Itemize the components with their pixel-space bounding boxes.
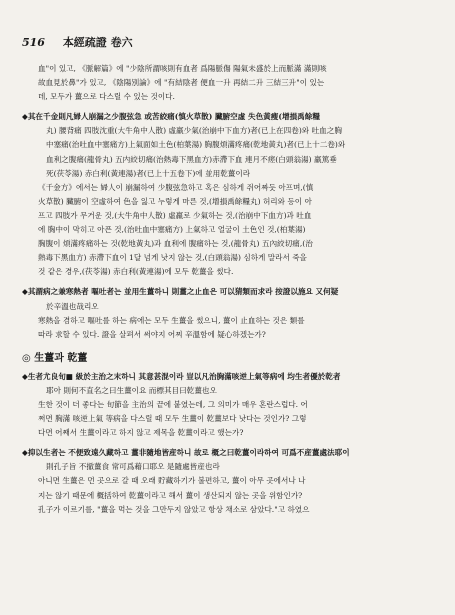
text-block-2 xyxy=(22,370,438,517)
text-line: 則孔子旨 不撤薑食 常可爲藉口耶오 是隨處皆産也라 xyxy=(46,462,220,472)
page-number: 516 xyxy=(22,36,45,49)
text-line: 中塞痛(治吐血中塞痛方)上氣面如土色(柏葉湯) 胸腹煩滿疼痛(乾地黃丸)者(已上十二卷)와 xyxy=(46,140,346,150)
text-line: 胸腹이 煩滿疼痛하는 것(乾地黃丸)과 血利에 腹痛하는 것,(龍骨丸) 五內絞切痛,(治 xyxy=(38,239,313,249)
text-line: 것 같은 경우,(茯苓湯) 赤白利(黃連湯)에 모두 乾薑을 썼다. xyxy=(38,267,234,277)
text-line: ◆生者尤良旬■ 級於主治之末하니 其意甚混이라 豈以凡治胸滿咳逆上氣等病에 均生者優於乾者 xyxy=(22,371,341,381)
text-line: ◆其謂病之兼寒熱者 嘔吐者는 並用生薑하니 則薑之止血은 可以猜類而求라 按證以施요 又何疑 xyxy=(22,287,339,297)
text-line: 孔子가 이르기를, "薑을 먹는 것을 그만두지 않았고 항상 채소로 삼았다."고 하였으 xyxy=(38,504,310,514)
text-line: ◆抑以生者는 不便致遠久藏하고 薑非隨地皆産하니 故로 概之曰乾薑이라하여 可爲不産薑處法耶이 xyxy=(22,448,350,458)
text-line: 프고 四肢가 무거운 것,(大牛角中人散) 虛羸로 少氣하는 것,(治崩中下血方)과 吐血 xyxy=(38,210,312,220)
text-line: 耶아 則何不直名之曰生薑이요 而標其目曰乾薑也오 xyxy=(46,385,217,395)
page-header xyxy=(22,34,422,50)
text-line: 火草散) 臟腑이 空虛하여 色을 잃고 누렇게 마른 것,(增損禹餘糧丸) 허리와 등이 아 xyxy=(38,196,312,206)
text-line: 血利之腹痛(龍骨丸) 五内絞切痛(治熱毒下黑血方)赤滯下血 連月不瘥(白頭翁湯) 羸篤垂 xyxy=(46,154,337,164)
text-line: 다면 어째서 生薑이라고 하지 않고 제목을 乾薑이라고 했는가? xyxy=(38,428,244,438)
text-line: 於辛溫也哉리오 xyxy=(46,301,99,311)
paragraph-gap xyxy=(22,342,438,348)
text-line: 데, 모두가 薑으로 다스릴 수 있는 것이다. xyxy=(38,92,175,102)
text-line: 血"이 있고, 《脈解篇》에 "少陰所謂咳則有血者 爲陽脈傷 陽氣未盛於上而脈滿 滿則咳 xyxy=(38,64,327,73)
text-line: ◆其在千金則凡婦人崩漏之少腹弦急 或苦絞痛(慎火草散) 臟腑空虛 失色黃瘦(增損禹餘糧 xyxy=(22,112,320,122)
text-line: 丸) 腰背痛 四肢沈重(大牛角中人散) 虛羸少氣(治崩中下血方)者(已上在四卷)와 吐血之胸 xyxy=(46,126,342,136)
text-line: 《千金方》에서는 婦人이 崩漏하여 少腹弦急하고 혹은 심하게 쥐어짜듯 아프며,(慎 xyxy=(38,182,314,192)
page-body xyxy=(22,62,438,517)
text-line: 生한 것이 더 좋다는 旬節을 主治의 끝에 붙였는데, 그 의미가 매우 혼란스럽다. 어 xyxy=(38,399,308,409)
running-title: 本經疏證 卷六 xyxy=(62,36,133,49)
text-line: 寒熱을 겸하고 嘔吐를 하는 病에는 모두 生薑을 썼으니, 薑이 止血하는 것은 類를 xyxy=(38,315,305,325)
text-line: 熱毒下黑血方) 赤滯下血이 1달 넘게 낫지 않는 것,(白頭翁湯) 심하게 말라서 죽을 xyxy=(38,253,307,263)
text-line: 따라 求할 수 있다. 證을 살펴서 써야지 어찌 辛溫함에 疑心하겠는가? xyxy=(38,329,266,339)
text-line: 故血見於鼻"가 있고, 《陰陽別論》에 "有結陰者 便血一升 再結二升 三結三升"이 있는 xyxy=(38,78,325,88)
section-heading: ◎ 生薑과 乾薑 xyxy=(22,352,88,364)
text-line: 아니면 生薑은 먼 곳으로 갈 때 오래 貯藏하기가 불편하고, 薑이 아무 곳에서나 나 xyxy=(38,476,306,486)
text-line: 에 胸中이 막히고 아픈 것,(治吐血中塞痛方) 上氣하고 얼굴이 土色인 것,(柏葉湯) xyxy=(38,225,306,235)
text-line: 쩌면 胸滿 咳逆上氣 等病을 다스릴 때 모두 生薑이 乾薑보다 낫다는 것인가? 그렇 xyxy=(38,414,307,424)
text-line: 지는 않기 때문에 概括하여 乾薑이라고 해서 薑이 생산되지 않는 곳을 위함인가? xyxy=(38,490,303,500)
text-block-1 xyxy=(22,62,438,348)
text-line: 死(茯苓湯) 赤白利(黃連湯)者(已上十五卷下)에 並用乾薑이라 xyxy=(46,168,251,178)
